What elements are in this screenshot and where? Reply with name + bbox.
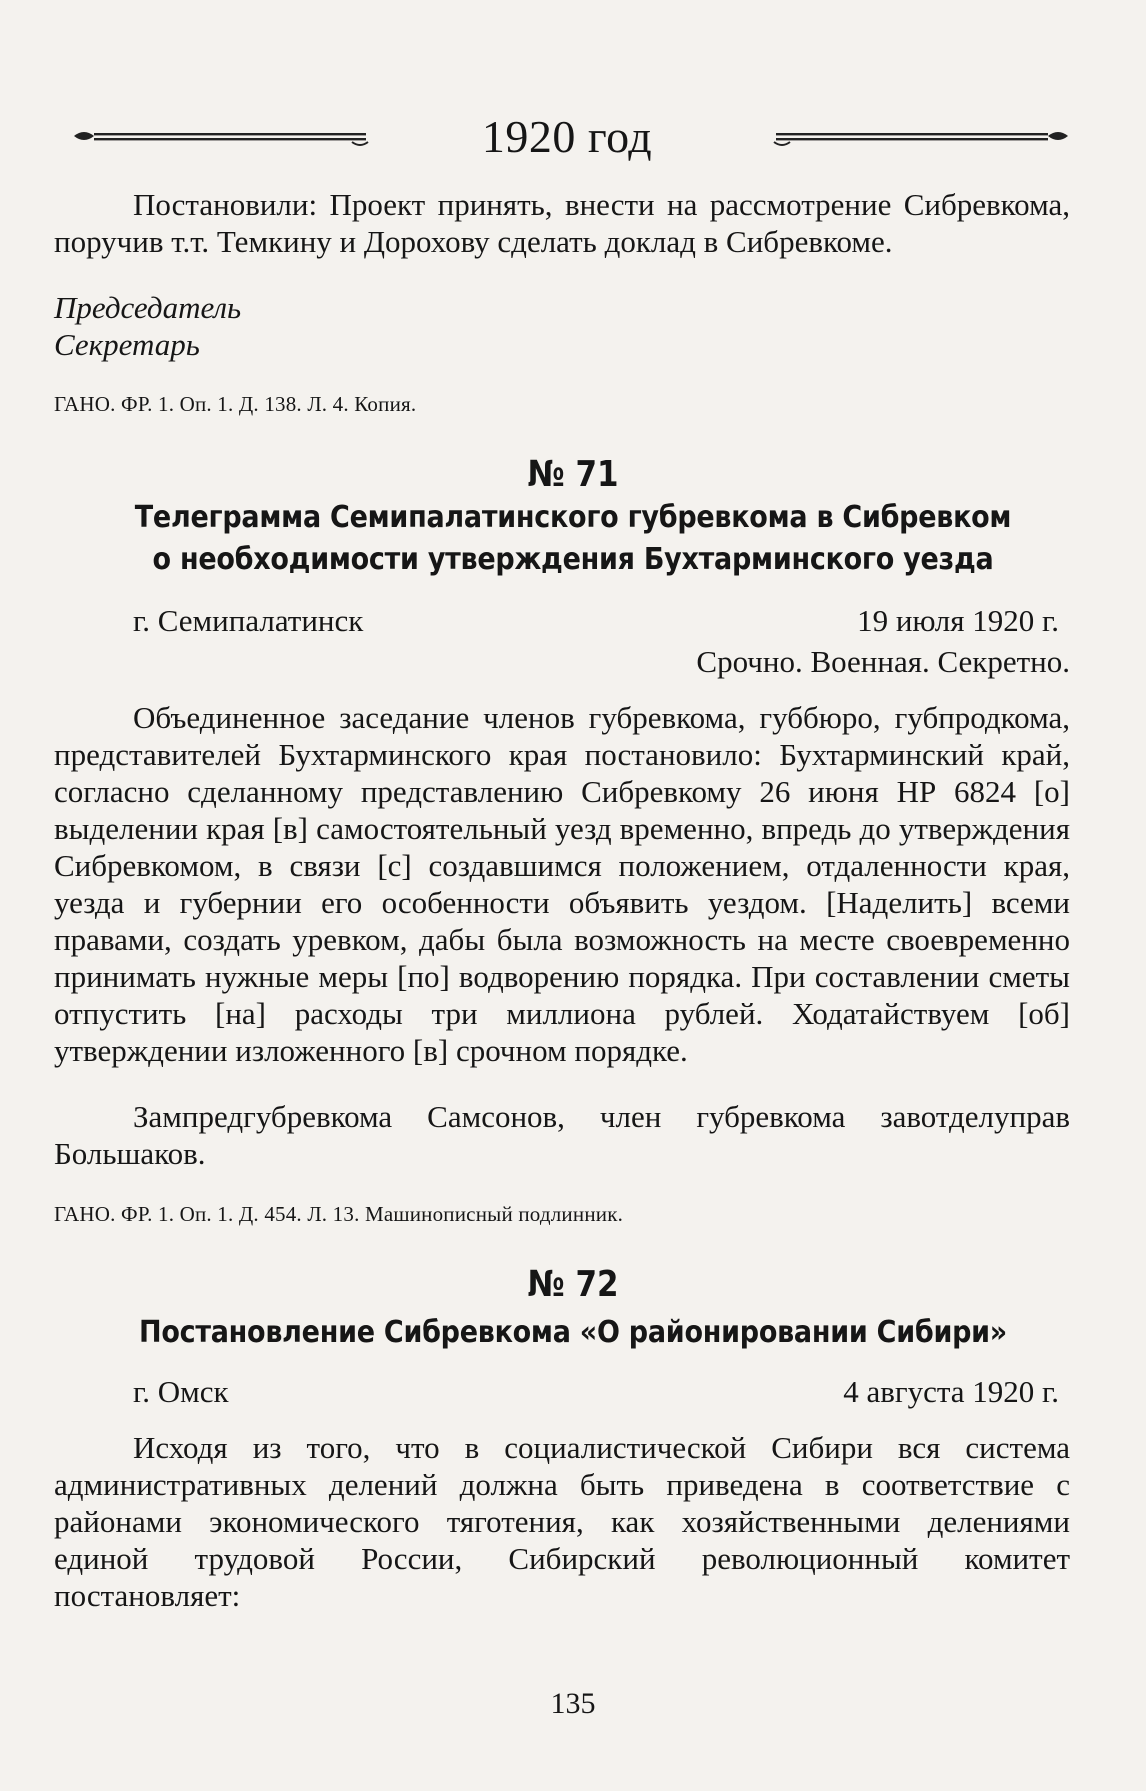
- running-header: [62, 112, 1072, 162]
- document-number: № 71: [527, 454, 619, 495]
- signatory-secretary: Секретарь: [54, 327, 200, 362]
- document-title-line: о необходимости утверждения Бухтарминского уезда: [152, 542, 994, 577]
- document-title: [0, 497, 1146, 581]
- decree-body-paragraph: Исходя из того, что в социалистической Сибири вся система административных делений должна быть приведена в соответствие с районами экономического тяготения, как хозяйственными делениями единой трудовой России, Сибирский революционный комитет постановляет:: [54, 1430, 1070, 1613]
- place-date-line: [133, 1373, 1059, 1410]
- signatory-chairman: Председатель: [54, 290, 242, 325]
- document-place: г. Омск: [133, 1374, 229, 1409]
- archive-source: ГАНО. ФР. 1. Оп. 1. Д. 454. Л. 13. Машинописный подлинник.: [54, 1202, 624, 1226]
- document-title: [0, 1312, 1146, 1354]
- resolution-paragraph: Постановили: Проект принять, внести на рассмотрение Сибревкома, поручив т.т. Темкину и Дорохову сделать доклад в Сибревкоме.: [54, 187, 1070, 259]
- header-year-title: 1920 год: [481, 111, 653, 162]
- document-place: г. Семипалатинск: [133, 603, 364, 638]
- document-date: 19 июля 1920 г.: [857, 603, 1059, 638]
- telegram-body-paragraph: Объединенное заседание членов губревкома, губбюро, губпродкома, представителей Бухтарминского края постановило: Бухтарминский край, согласно сделанному представлению Сибревкому 26 июня НР 6824 [о] выделении края [в] самостоятельный уезд временно, впредь до утверждения Сибревкомом, в связи [с] создавшимся положением, отдаленности края, уезда и губернии его особенности объявить уездом. [Наделить] всеми правами, создать уревком, дабы была возможность на месте своевременно принимать нужные меры [по] водворению порядка. При составлении сметы отпустить [на] расходы три миллиона рублей. Ходатайствуем [об] утверждении изложенного [в] срочном порядке.: [54, 700, 1070, 1068]
- document-title-line: Телеграмма Семипалатинского губревкома в Сибревком: [134, 500, 1012, 535]
- signature-paragraph: Зампредгубревкома Самсонов, член губревкома завотделуправ Большаков.: [54, 1099, 1070, 1171]
- document-date: 4 августа 1920 г.: [843, 1374, 1059, 1409]
- right-ornament-rule: [772, 122, 1072, 152]
- place-date-line: [133, 602, 1059, 639]
- page-number: 135: [550, 1687, 596, 1720]
- document-title-line: Постановление Сибревкома «О районировании Сибири»: [139, 1315, 1007, 1350]
- archive-source: ГАНО. ФР. 1. Оп. 1. Д. 138. Л. 4. Копия.: [54, 392, 417, 416]
- classification-note: Срочно. Военная. Секретно.: [696, 644, 1070, 679]
- document-number: № 72: [527, 1264, 619, 1305]
